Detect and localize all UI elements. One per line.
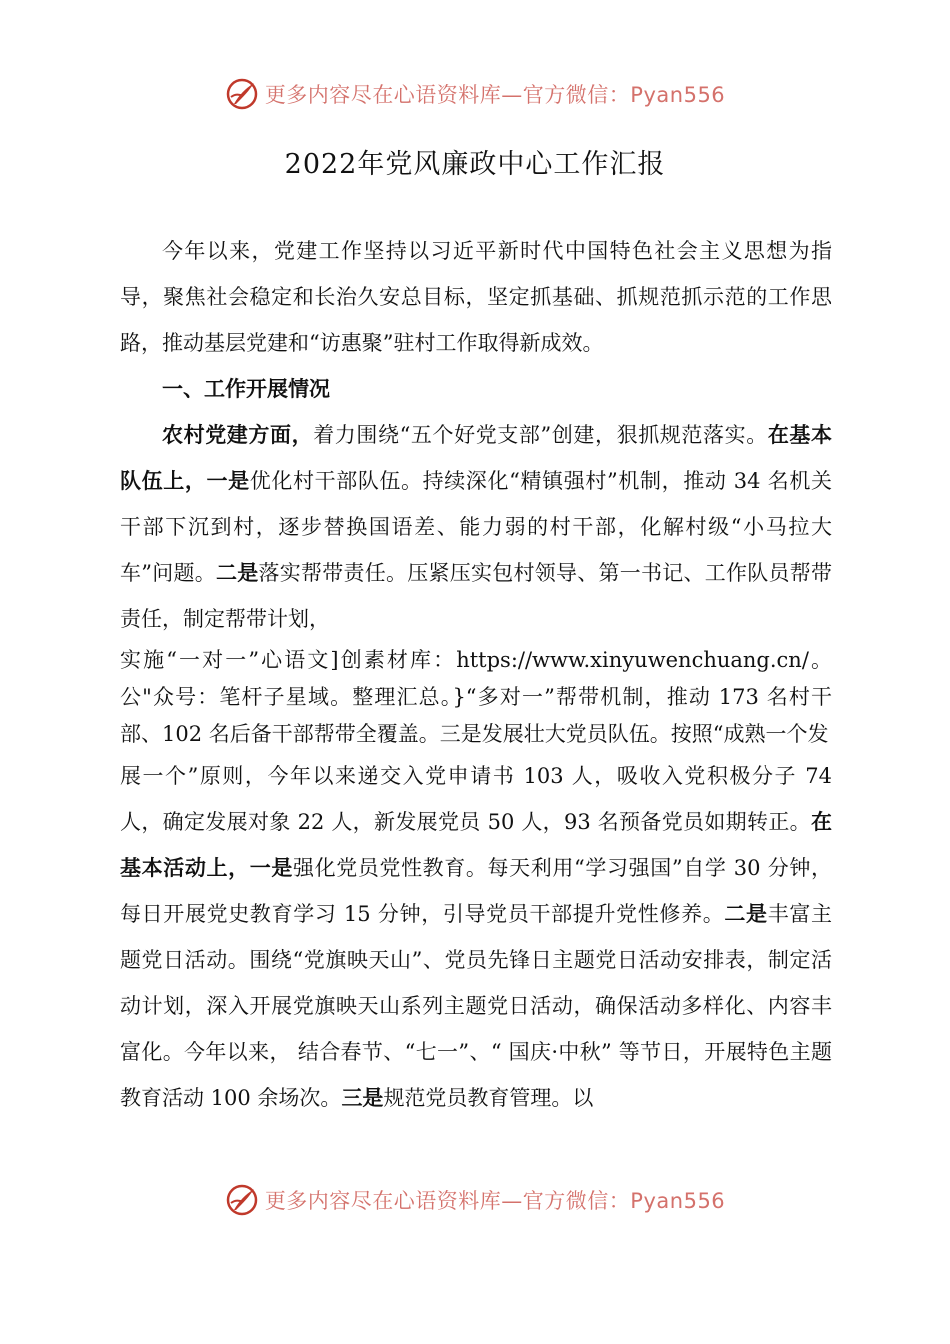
document-body [120, 228, 832, 1121]
footer-banner [0, 1180, 950, 1220]
document-title: 2022年党风廉政中心工作汇报 [284, 149, 666, 180]
bold-phrase: 二是 [216, 561, 259, 585]
bold-phrase: 三是 [341, 1086, 384, 1110]
text-run: 强化党员党性教育。每天利用“学习强国”自学 30 分钟，每日开展党史教育学习 15 分钟，引导党员干部提升党性修养。 [120, 856, 833, 926]
text-run: 优化村干部队伍。持续深化“精镇强村”机制，推动 34 名机关干部下沉到村，逐步替换国语差、能力弱的村干部，化解村级“小马拉大车”问题。 [120, 469, 832, 585]
paragraph-rural-party [120, 412, 832, 642]
banner-text: 更多内容尽在心语资料库—官方微信：Pyan556 [264, 1189, 726, 1213]
paragraph-injected: 实施“一对一”心语文]创素材库：https://www.xinyuwenchuang.cn/。公"众号：笔杆子星域。整理汇总。}“多对一”帮带机制，推动 173 名村干部、102 名后备干部帮带全覆盖。三是发展壮大党员队伍。按照“成熟一个发 [120, 648, 832, 746]
text-run: 丰富主题党日活动。围绕“党旗映天山”、党员先锋日主题党日活动安排表，制定活动计划，深入开展党旗映天山系列主题党日活动，确保活动多样化、内容丰富化。今年以来， 结合春节、“七一”、“ 国庆·中秋” 等节日，开展特色主题教育活动 100 余场次。 [120, 902, 833, 1110]
header-banner [0, 74, 950, 114]
paragraph-activities [120, 753, 832, 1121]
bold-phrase: 在基本活动上，一是 [120, 810, 832, 880]
text-run: 着力围绕“五个好党支部”创建，狠抓规范落实。 [313, 423, 768, 447]
text-run: 展一个”原则，今年以来递交入党申请书 103 人，吸收入党积极分子 74 人，确定发展对象 22 人，新发展党员 50 人，93 名预备党员如期转正。 [120, 764, 832, 834]
text-run: 落实帮带责任。压紧压实包村领导、第一书记、工作队员帮带责任，制定帮带计划， [120, 561, 832, 631]
banner-text: 更多内容尽在心语资料库—官方微信：Pyan556 [264, 83, 726, 107]
feather-logo-icon [225, 1183, 259, 1217]
section-heading: 一、工作开展情况 [162, 377, 330, 401]
bold-phrase: 在基本队伍上，一是 [120, 423, 833, 493]
intro-paragraph: 今年以来，党建工作坚持以习近平新时代中国特色社会主义思想为指导，聚焦社会稳定和长治久安总目标，坚定抓基础、抓规范抓示范的工作思路，推动基层党建和“访惠聚”驻村工作取得新成效。 [120, 239, 832, 355]
bold-phrase: 农村党建方面， [162, 423, 314, 447]
text-run: 规范党员教育管理。以 [383, 1086, 594, 1110]
feather-logo-icon [225, 77, 259, 111]
bold-phrase: 二是 [724, 902, 768, 926]
